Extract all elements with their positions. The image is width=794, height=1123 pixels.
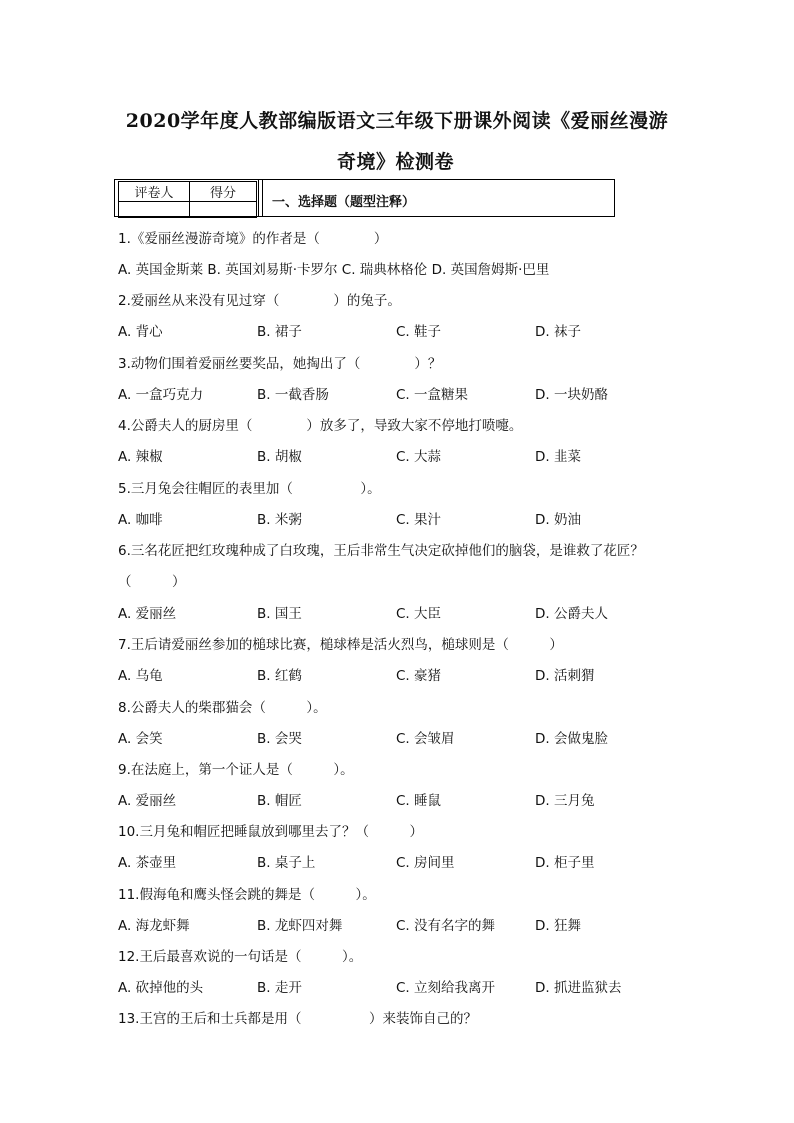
option-a: A. 海龙虾舞 xyxy=(118,918,190,934)
question-stem: 13.王宫的王后和士兵都是用（ ）来装饰自己的？ xyxy=(118,1011,477,1027)
option-a: A. 茶壶里 xyxy=(118,855,177,871)
option-c: C. 立刻给我离开 xyxy=(396,980,496,996)
option-d: D. 奶油 xyxy=(535,512,581,528)
option-c: C. 房间里 xyxy=(396,855,455,871)
option-b: B. 桌子上 xyxy=(257,855,316,871)
option-a: A. 砍掉他的头 xyxy=(118,980,204,996)
option-a: A. 一盒巧克力 xyxy=(118,387,204,403)
score-box-divider xyxy=(258,179,259,217)
option-c: C. 豪猪 xyxy=(396,668,442,684)
option-a: A. 爱丽丝 xyxy=(118,606,177,622)
option-b: B. 胡椒 xyxy=(257,449,302,465)
document-title-line-1: 2020学年度人教部编版语文三年级下册课外阅读《爱丽丝漫游 xyxy=(125,110,669,132)
option-c: C. 没有名字的舞 xyxy=(396,918,496,934)
option-d: D. 柜子里 xyxy=(535,855,595,871)
question-stem: 4.公爵夫人的厨房里（ ）放多了，导致大家不停地打喷嚏。 xyxy=(118,418,523,434)
document-title-line-2: 奇境》检测卷 xyxy=(337,151,455,173)
question-stem-continued: （ ） xyxy=(118,574,186,590)
option-c: C. 果汁 xyxy=(396,512,442,528)
option-d: D. 活刺猬 xyxy=(535,668,595,684)
option-b: B. 帽匠 xyxy=(257,793,302,809)
grader-label: 评卷人 xyxy=(119,182,190,202)
question-stem: 8.公爵夫人的柴郡猫会（ ）。 xyxy=(118,700,327,716)
question-stem: 9.在法庭上，第一个证人是（ ）。 xyxy=(118,762,354,778)
option-c: C. 大蒜 xyxy=(396,449,442,465)
option-d: D. 会做鬼脸 xyxy=(535,731,608,747)
option-b: B. 走开 xyxy=(257,980,302,996)
option-b: B. 裙子 xyxy=(257,324,302,340)
option-a: A. 爱丽丝 xyxy=(118,793,177,809)
option-c: C. 鞋子 xyxy=(396,324,442,340)
question-stem: 2.爱丽丝从来没有见过穿（ ）的兔子。 xyxy=(118,293,401,309)
option-a: A. 辣椒 xyxy=(118,449,163,465)
option-a: A. 会笑 xyxy=(118,731,163,747)
option-a: A. 背心 xyxy=(118,324,163,340)
option-b: B. 一截香肠 xyxy=(257,387,329,403)
grader-cell xyxy=(119,202,190,218)
question-options-line: A. 英国金斯莱 B. 英国刘易斯·卡罗尔 C. 瑞典林格伦 D. 英国詹姆斯·巴里 xyxy=(118,262,550,278)
section-heading: 一、选择题（题型注释） xyxy=(272,195,416,210)
question-stem: 1.《爱丽丝漫游奇境》的作者是（ ） xyxy=(118,231,388,247)
question-stem: 11.假海龟和鹰头怪会跳的舞是（ ）。 xyxy=(118,887,376,903)
option-d: D. 韭菜 xyxy=(535,449,581,465)
option-d: D. 公爵夫人 xyxy=(535,606,608,622)
option-d: D. 一块奶酪 xyxy=(535,387,608,403)
option-b: B. 会哭 xyxy=(257,731,302,747)
option-c: C. 会皱眉 xyxy=(396,731,455,747)
option-d: D. 三月兔 xyxy=(535,793,595,809)
option-d: D. 抓进监狱去 xyxy=(535,980,622,996)
option-d: D. 袜子 xyxy=(535,324,581,340)
question-stem: 3.动物们围着爱丽丝要奖品，她掏出了（ ）？ xyxy=(118,356,442,372)
option-b: B. 红鹤 xyxy=(257,668,302,684)
option-b: B. 米粥 xyxy=(257,512,302,528)
question-stem: 6.三名花匠把红玫瑰种成了白玫瑰，王后非常生气决定砍掉他们的脑袋，是谁救了花匠？ xyxy=(118,543,644,559)
option-b: B. 龙虾四对舞 xyxy=(257,918,343,934)
question-stem: 10.三月兔和帽匠把睡鼠放到哪里去了？（ ） xyxy=(118,824,423,840)
question-stem: 12.王后最喜欢说的一句话是（ ）。 xyxy=(118,949,363,965)
score-cell xyxy=(190,202,257,218)
option-a: A. 乌龟 xyxy=(118,668,163,684)
option-b: B. 国王 xyxy=(257,606,302,622)
option-c: C. 大臣 xyxy=(396,606,442,622)
score-table xyxy=(118,181,257,218)
option-c: C. 一盒糖果 xyxy=(396,387,469,403)
score-label: 得分 xyxy=(190,182,257,202)
question-stem: 7.王后请爱丽丝参加的槌球比赛，槌球棒是活火烈鸟，槌球则是（ ） xyxy=(118,637,563,653)
option-d: D. 狂舞 xyxy=(535,918,581,934)
option-c: C. 睡鼠 xyxy=(396,793,442,809)
question-stem: 5.三月兔会往帽匠的表里加（ ）。 xyxy=(118,481,381,497)
option-a: A. 咖啡 xyxy=(118,512,163,528)
score-box-divider-outer xyxy=(262,179,263,217)
